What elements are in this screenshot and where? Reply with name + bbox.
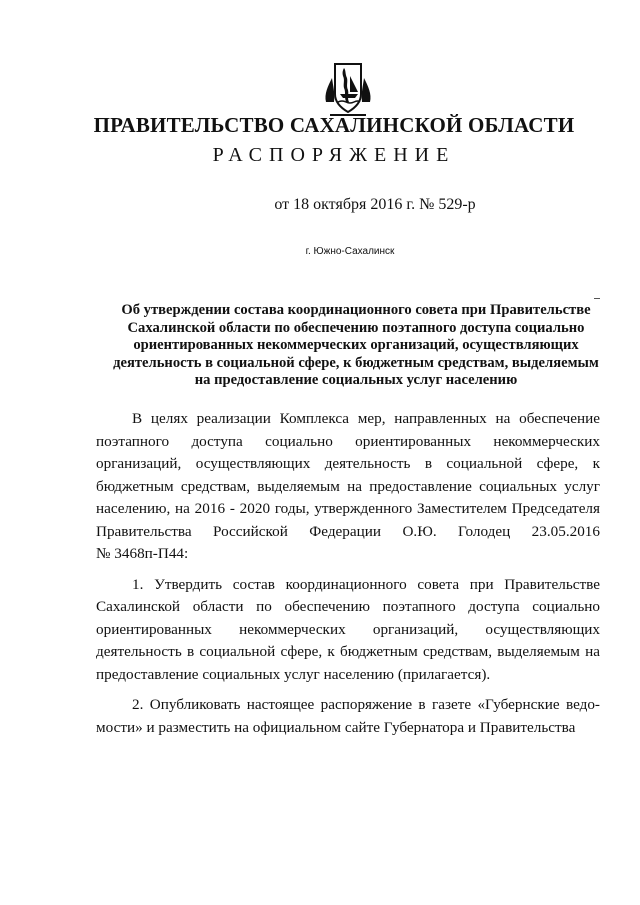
subject-line: деятельность в социальной сфере, к бюджетным средствам, выделяемым [113, 354, 599, 371]
body-line: № 3468п-П44: [96, 545, 189, 562]
body-line: поэтапного доступа социально ориентированных некоммерческих [96, 432, 600, 450]
sakhalin-coat-of-arms-icon [322, 58, 374, 120]
subject-line: Об утверждении состава координационного совета при Правительстве [121, 302, 591, 318]
subject-line: на предоставление социальных услуг населению [194, 372, 518, 388]
subject-line: ориентированных некоммерческих организаций, осуществляющих [133, 337, 579, 353]
document-date-number: от 18 октября 2016 г. № 529-р [274, 196, 476, 213]
subject-line: Сахалинской области по обеспечению поэтапного доступа социально [127, 319, 585, 336]
body-line: деятельность в социальной сфере, к бюджетным средствам, выделяемым на [96, 643, 600, 660]
paragraph-gap [96, 566, 600, 574]
body-line: 2. Опубликовать настоящее распоряжение в газете «Губернские ведо- [132, 696, 600, 713]
scan-mark [594, 298, 600, 299]
body-line: организаций, осуществляющих деятельность в социальной сфере, к [96, 455, 600, 472]
body-line: предоставление социальных услуг населению (прилагается). [96, 665, 491, 683]
body-line: населению, на 2016 - 2020 годы, утвержденного Заместителем Председателя [96, 500, 600, 517]
body-line: Правительства Российской Федерации О.Ю. Голодец 23.05.2016 [96, 522, 600, 540]
preamble-paragraph [96, 408, 600, 566]
document-city: г. Южно-Сахалинск [305, 246, 395, 257]
body-line: В целях реализации Комплекса мер, направленных на обеспечение [132, 410, 600, 427]
body-line: ориентированных некоммерческих организаций, осуществляющих [96, 620, 600, 638]
paragraph-gap [96, 686, 600, 694]
body-line: 1. Утвердить состав координационного совета при Правительстве [132, 575, 600, 593]
document-type: РАСПОРЯЖЕНИЕ [212, 144, 456, 166]
body-line: бюджетным средствам, выделяемым на предоставление социальных услуг [96, 477, 600, 495]
document-subject [96, 302, 616, 390]
body-line: Сахалинской области по обеспечению поэтапного доступа социально [96, 598, 600, 615]
document-body [96, 408, 600, 739]
item-2-paragraph [96, 694, 600, 739]
body-line: мости» и разместить на официальном сайте Губернатора и Правительства [96, 718, 576, 736]
item-1-paragraph [96, 574, 600, 687]
government-title: ПРАВИТЕЛЬСТВО САХАЛИНСКОЙ ОБЛАСТИ [93, 113, 575, 137]
